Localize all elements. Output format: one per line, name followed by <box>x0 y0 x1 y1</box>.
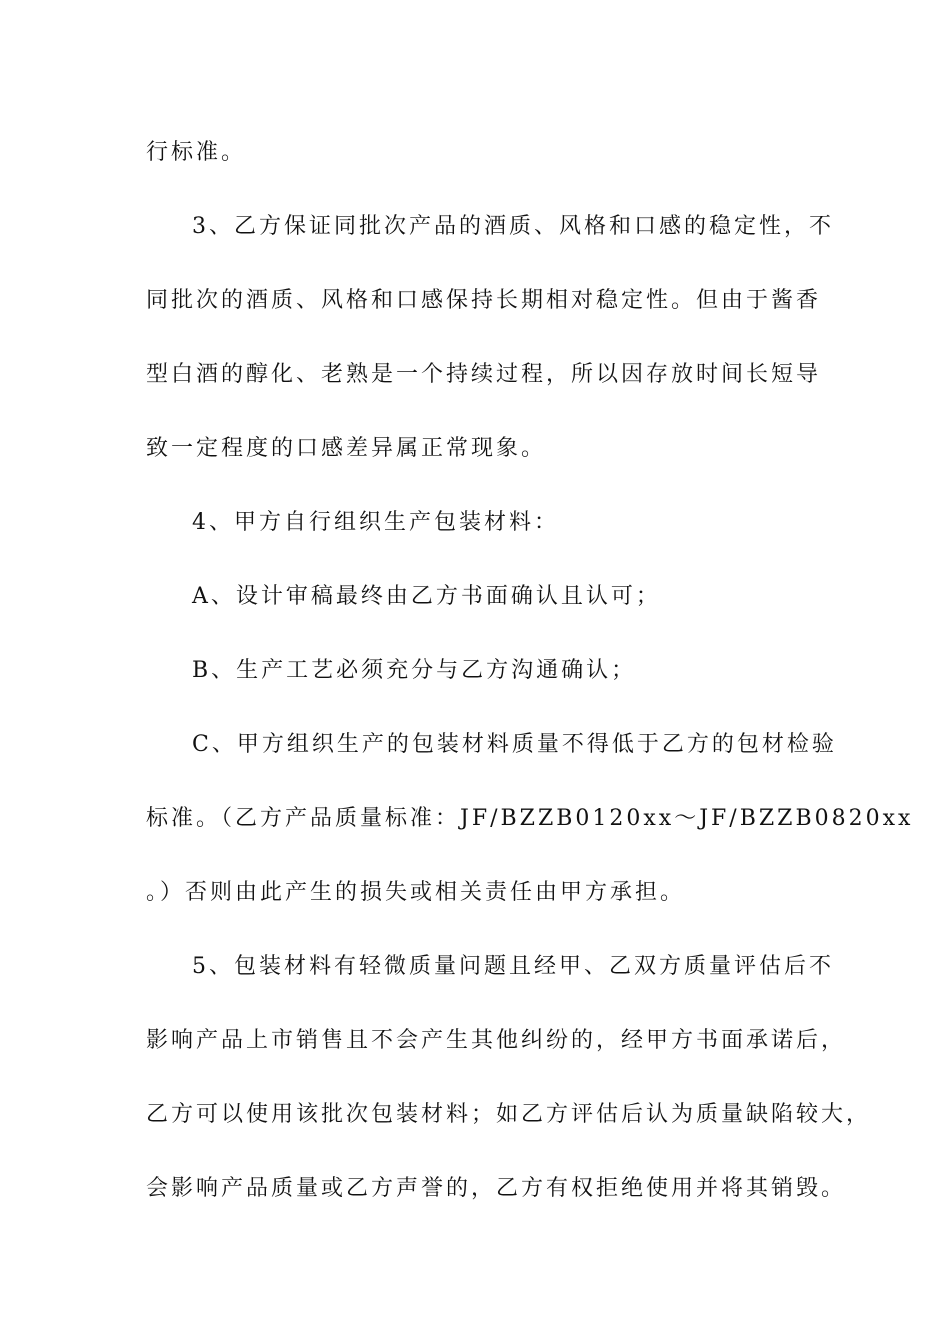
text-line: 标准。（乙方产品质量标准：JF/BZZB0120xx～JF/BZZB0820xx <box>146 806 914 831</box>
clause-4c-line: C、甲方组织生产的包装材料质量不得低于乙方的包材检验 <box>192 732 837 757</box>
text-line: 会影响产品质量或乙方声誉的，乙方有权拒绝使用并将其销毁。 <box>146 1176 847 1201</box>
clause-4a-line: A、设计审稿最终由乙方书面确认且认可； <box>192 584 661 609</box>
text-line: 行标准。 <box>146 140 247 165</box>
text-line: 影响产品上市销售且不会产生其他纠纷的，经甲方书面承诺后， <box>146 1028 847 1053</box>
clause-5-line: 5、包装材料有轻微质量问题且经甲、乙双方质量评估后不 <box>192 954 834 979</box>
document-body <box>146 128 914 1238</box>
text-line: 致一定程度的口感差异属正常现象。 <box>146 436 547 461</box>
text-line: 型白酒的醇化、老熟是一个持续过程，所以因存放时间长短导 <box>146 362 822 387</box>
clause-4-line: 4、甲方自行组织生产包装材料： <box>192 510 559 535</box>
text-line: 同批次的酒质、风格和口感保持长期相对稳定性。但由于酱香 <box>146 288 822 313</box>
clause-4b-line: B、生产工艺必须充分与乙方沟通确认； <box>192 658 637 683</box>
text-line: 乙方可以使用该批次包装材料；如乙方评估后认为质量缺陷较大， <box>146 1102 872 1127</box>
text-line: 。）否则由此产生的损失或相关责任由甲方承担。 <box>146 880 686 905</box>
clause-3-line: 3、乙方保证同批次产品的酒质、风格和口感的稳定性，不 <box>192 214 834 239</box>
